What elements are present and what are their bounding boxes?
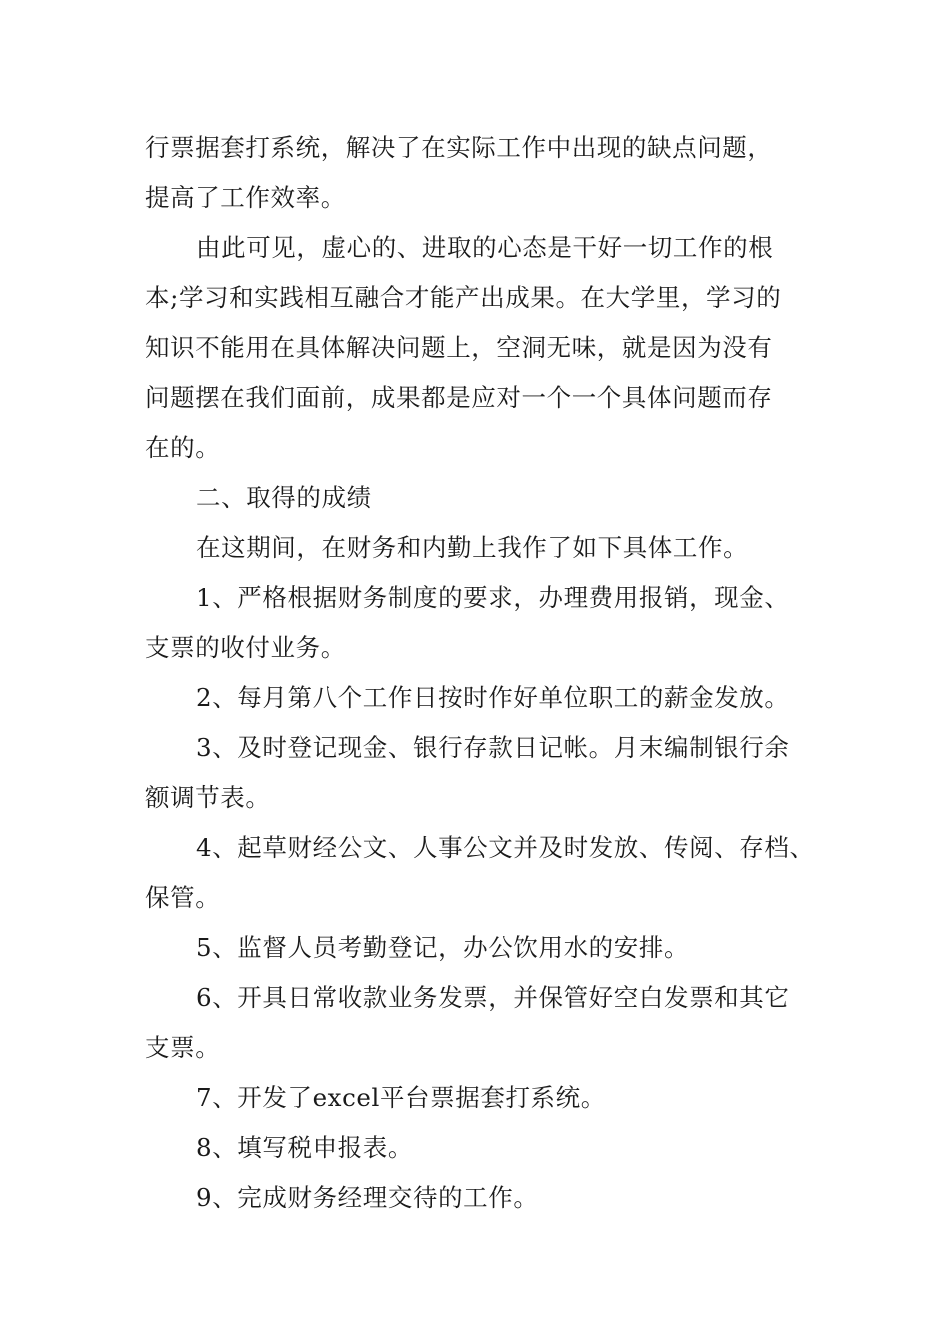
list-item: 3、及时登记现金、银行存款日记帐。月末编制银行余 [196, 733, 790, 762]
list-item: 1、严格根据财务制度的要求，办理费用报销，现金、 [196, 583, 790, 612]
list-item: 9、完成财务经理交待的工作。 [196, 1183, 539, 1212]
text-line: 本;学习和实践相互融合才能产出成果。在大学里，学习的 [145, 283, 782, 312]
list-item-continuation: 额调节表。 [145, 783, 271, 812]
list-item: 7、开发了excel平台票据套打系统。 [196, 1083, 606, 1112]
list-item: 4、起草财经公文、人事公文并及时发放、传阅、存档、 [196, 833, 815, 862]
paragraph-start-line: 由此可见，虚心的、进取的心态是干好一切工作的根 [196, 233, 774, 262]
list-item-continuation: 支票。 [145, 1033, 221, 1062]
list-item-continuation: 保管。 [145, 883, 221, 912]
section-heading: 二、取得的成绩 [196, 483, 372, 512]
text-line: 行票据套打系统，解决了在实际工作中出现的缺点问题， [145, 133, 773, 162]
list-item: 8、填写税申报表。 [196, 1133, 413, 1162]
text-line: 知识不能用在具体解决问题上，空洞无味，就是因为没有 [145, 333, 773, 362]
text-line: 问题摆在我们面前，成果都是应对一个一个具体问题而存 [145, 383, 773, 412]
list-item: 5、监督人员考勤登记，办公饮用水的安排。 [196, 933, 690, 962]
list-item: 6、开具日常收款业务发票，并保管好空白发票和其它 [196, 983, 790, 1012]
text-line: 在的。 [145, 433, 221, 462]
paragraph-start-line: 在这期间，在财务和内勤上我作了如下具体工作。 [196, 533, 749, 562]
list-item: 2、每月第八个工作日按时作好单位职工的薪金发放。 [196, 683, 790, 712]
text-line: 提高了工作效率。 [145, 183, 346, 212]
list-item-continuation: 支票的收付业务。 [145, 633, 346, 662]
